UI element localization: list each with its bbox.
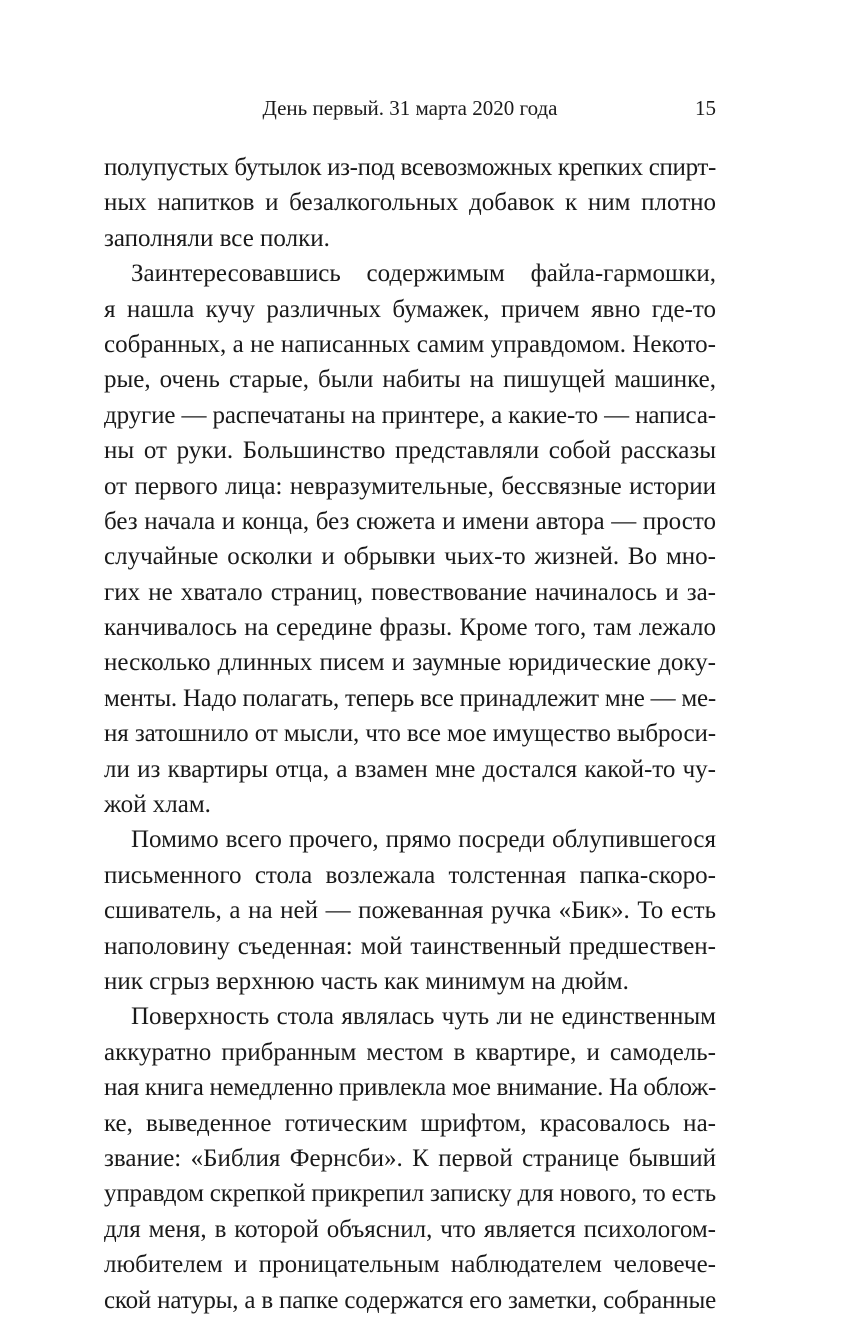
running-head <box>104 92 716 124</box>
text-line: от первого лица: невразумительные, бессвязные истории <box>104 472 716 500</box>
text-line: ской натуры, а в папке содержатся его заметки, собранные <box>104 1286 716 1314</box>
text-line: ня затошнило от мысли, что все мое имущество выброси- <box>104 720 717 748</box>
text-line: собранных, а не написанных самим управдомом. Некото- <box>104 330 716 358</box>
text-line: аккуратно прибранным местом в квартире, и самодель- <box>104 1038 716 1066</box>
text-line: письменного стола возлежала толстенная папка-скоро- <box>104 861 716 889</box>
body-text <box>104 150 716 1318</box>
text-line: случайные осколки и обрывки чьих-то жизней. Во мно- <box>104 543 716 571</box>
text-line: Помимо всего прочего, прямо посреди облупившегося <box>131 826 716 854</box>
text-line: несколько длинных писем и заумные юридические доку- <box>104 649 716 677</box>
text-line: заполняли все полки. <box>104 224 330 252</box>
text-line: полупустых бутылок из-под всевозможных крепких спирт- <box>104 154 716 181</box>
text-line: другие — распечатаны на принтере, а какие-то — написа- <box>104 401 716 429</box>
text-line: жой хлам. <box>104 791 211 819</box>
text-line: сшиватель, а на ней — пожеванная ручка «Бик». То есть <box>104 897 716 925</box>
text-line: любителем и проницательным наблюдателем человече- <box>104 1251 716 1279</box>
text-line: я нашла кучу различных бумажек, причем явно где-то <box>104 295 716 323</box>
text-line: канчивалось на середине фразы. Кроме того, там лежало <box>104 614 716 642</box>
text-line: звание: «Библия Фернсби». К первой странице бывший <box>104 1144 716 1172</box>
text-line: ник сгрыз верхнюю часть как минимум на дюйм. <box>104 967 629 995</box>
text-line: ли из квартиры отца, а взамен мне достался какой-то чу- <box>104 755 716 783</box>
text-line: рые, очень старые, были набиты на пишущей машинке, <box>104 366 716 394</box>
running-title: День первый. 31 марта 2020 года <box>262 96 558 120</box>
page-number: 15 <box>695 96 716 120</box>
text-line: менты. Надо полагать, теперь все принадлежит мне — ме- <box>104 684 717 712</box>
text-line: управдом скрепкой прикрепил записку для нового, то есть <box>104 1180 717 1208</box>
text-line: Поверхность стола являлась чуть ли не единственным <box>131 1003 716 1031</box>
text-line: ке, выведенное готическим шрифтом, красовалось на- <box>104 1109 716 1137</box>
text-line: Заинтересовавшись содержимым файла-гармошки, <box>131 260 716 288</box>
text-line: наполовину съеденная: мой таинственный предшествен- <box>104 932 716 960</box>
text-line: гих не хватало страниц, повествование начиналось и за- <box>104 578 716 606</box>
text-line: ны от руки. Большинство представляли собой рассказы <box>104 437 716 465</box>
text-line: для меня, в которой объяснил, что является психологом- <box>104 1215 716 1243</box>
text-line: ная книга немедленно привлекла мое внимание. На облож- <box>104 1074 717 1102</box>
text-line: без начала и конца, без сюжета и имени автора — просто <box>104 507 716 535</box>
text-line: ных напитков и безалкогольных добавок к ним плотно <box>104 189 716 217</box>
